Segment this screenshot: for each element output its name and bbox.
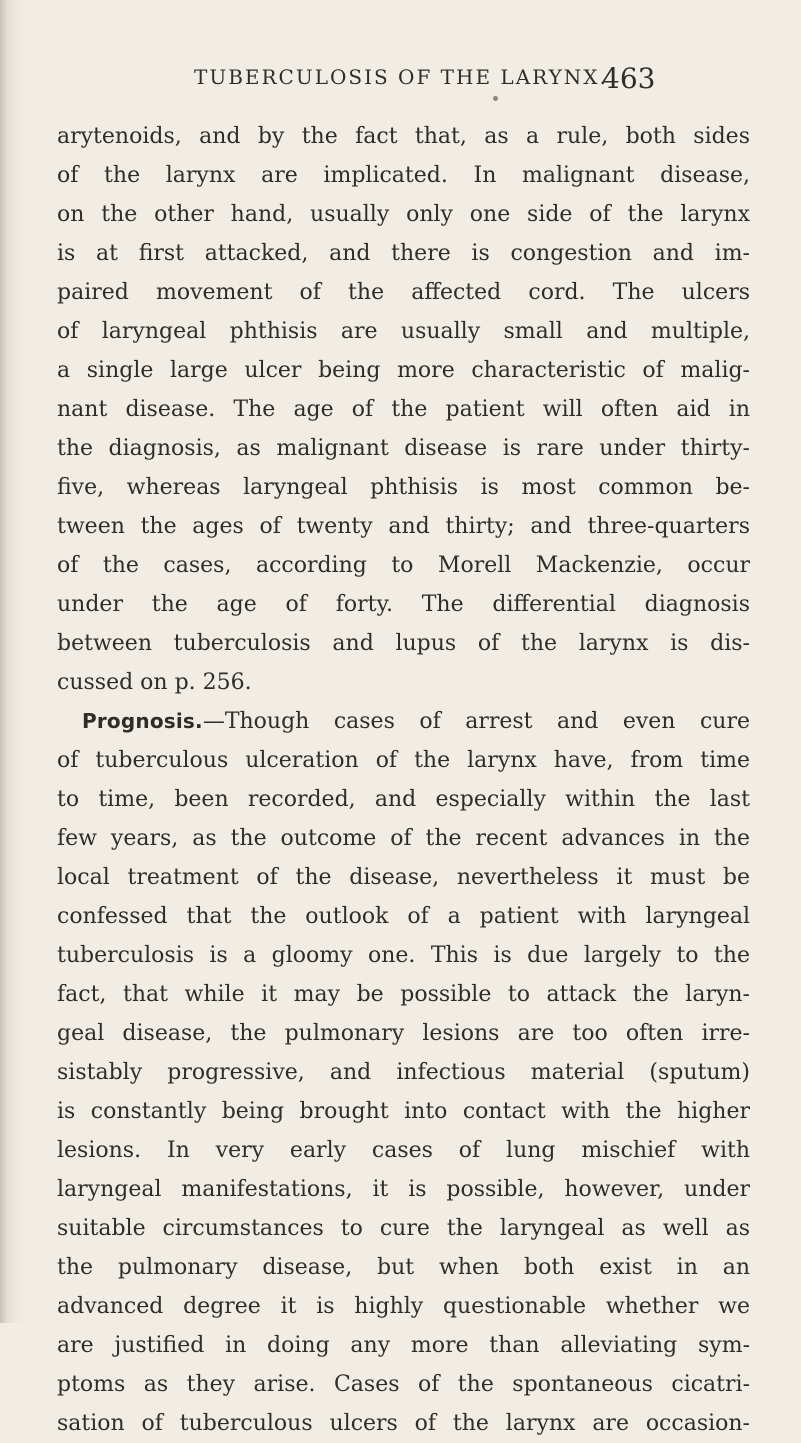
text-line: tuberculosis is a gloomy one. This is due largely to the <box>57 943 750 968</box>
text-line: laryngeal manifestations, it is possible, however, under <box>57 1177 750 1202</box>
text-line: a single large ulcer being more characteristic of malig- <box>57 358 750 383</box>
text-line: of the cases, according to Morell Mackenzie, occur <box>57 553 750 578</box>
text-line: cussed on p. 256. <box>57 670 252 695</box>
text-line: advanced degree it is highly questionable whether we <box>57 1294 750 1319</box>
text-line: few years, as the outcome of the recent advances in the <box>57 826 750 851</box>
text-line: between tuberculosis and lupus of the larynx is dis- <box>57 631 750 656</box>
text-line: of tuberculous ulceration of the larynx have, from time <box>57 748 750 773</box>
text-line: fact, that while it may be possible to attack the laryn- <box>57 982 750 1007</box>
text-line: the pulmonary disease, but when both exist in an <box>57 1255 750 1280</box>
text-line: lesions. In very early cases of lung mischief with <box>57 1138 750 1163</box>
text-line: five, whereas laryngeal phthisis is most common be- <box>57 475 750 500</box>
text-line: suitable circumstances to cure the laryngeal as well as <box>57 1216 750 1241</box>
prognosis-heading: Prognosis. <box>82 709 203 733</box>
text-line: tween the ages of twenty and thirty; and three-quarters <box>57 514 750 539</box>
prognosis-first-line <box>57 702 750 741</box>
text-line: sation of tuberculous ulcers of the larynx are occasion- <box>57 1411 750 1436</box>
text-line: under the age of forty. The differential diagnosis <box>57 592 750 617</box>
text-line: are justified in doing any more than alleviating sym- <box>57 1333 750 1358</box>
text-line: is at first attacked, and there is congestion and im- <box>57 241 750 266</box>
running-title: TUBERCULOSIS OF THE LARYNX. <box>194 65 608 89</box>
text-line: arytenoids, and by the fact that, as a rule, both sides <box>57 124 750 149</box>
text-line: of laryngeal phthisis are usually small and multiple, <box>57 319 750 344</box>
text-line: geal disease, the pulmonary lesions are too often irre- <box>57 1021 750 1046</box>
text-line: of the larynx are implicated. In malignant disease, <box>57 163 750 188</box>
prognosis-first-line-text: —Though cases of arrest and even cure <box>202 709 750 734</box>
text-line: is constantly being brought into contact with the higher <box>57 1099 750 1124</box>
text-line: local treatment of the disease, nevertheless it must be <box>57 865 750 890</box>
page-number: 463 <box>602 62 656 95</box>
text-line: ptoms as they arise. Cases of the spontaneous cicatri- <box>57 1372 750 1397</box>
text-line: the diagnosis, as malignant disease is rare under thirty- <box>57 436 750 461</box>
body-text <box>57 117 750 1443</box>
page-gutter-shadow <box>0 0 8 1323</box>
printer-mark-dot <box>493 96 498 101</box>
page-header <box>0 62 801 114</box>
text-line: on the other hand, usually only one side of the larynx <box>57 202 750 227</box>
text-line: confessed that the outlook of a patient with laryngeal <box>57 904 750 929</box>
text-line: nant disease. The age of the patient will often aid in <box>57 397 750 422</box>
text-line: sistably progressive, and infectious material (sputum) <box>57 1060 750 1085</box>
text-line: paired movement of the affected cord. The ulcers <box>57 280 750 305</box>
text-line: to time, been recorded, and especially within the last <box>57 787 750 812</box>
